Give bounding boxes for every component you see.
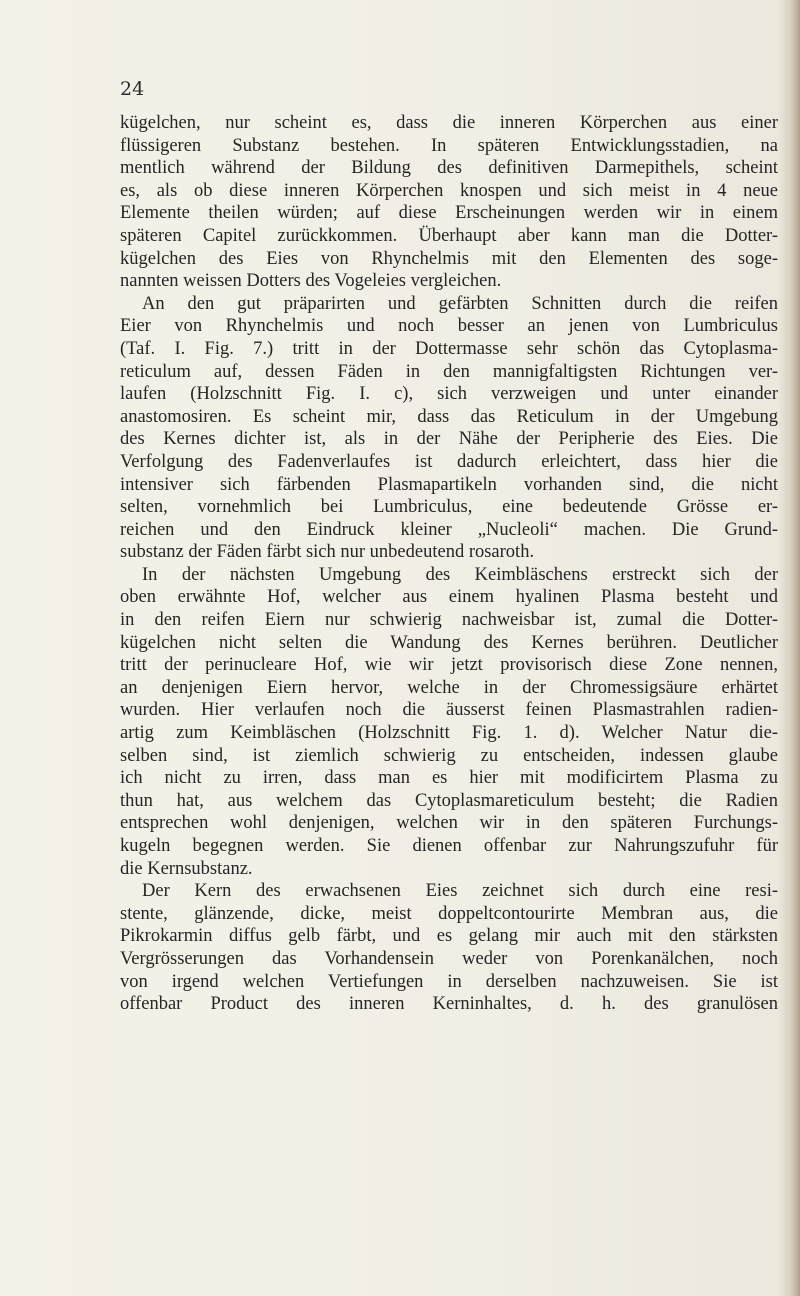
text-line: flüssigeren Substanz bestehen. In späteren Entwicklungsstadien, na [120,135,778,156]
text-line: kügelchen nicht selten die Wandung des Kernes berühren. Deutlicher [120,632,778,653]
text-line: An den gut präparirten und gefärbten Schnitten durch die reifen [142,293,778,314]
text-line: kügelchen, nur scheint es, dass die inneren Körperchen aus einer [120,113,778,133]
text-line: ich nicht zu irren, dass man es hier mit modificirtem Plasma zu [120,768,778,789]
text-line: anastomosiren. Es scheint mir, dass das Reticulum in der Umgebung [120,406,778,427]
text-line: späteren Capitel zurückkommen. Überhaupt aber kann man die Dotter- [120,225,778,246]
text-line: selben sind, ist ziemlich schwierig zu entscheiden, indessen glaube [120,745,778,766]
text-line: des Kernes dichter ist, als in der Nähe der Peripherie des Eies. Die [120,429,778,450]
text-line: nannten weissen Dotters des Vogeleies vergleichen. [120,271,502,292]
text-line: kügelchen des Eies von Rhynchelmis mit den Elementen des soge- [120,248,778,269]
text-line: artig zum Keimbläschen (Holzschnitt Fig. 1. d). Welcher Natur die- [120,723,778,744]
text-line: stente, glänzende, dicke, meist doppeltcontourirte Membran aus, die [120,903,778,924]
text-line: Verfolgung des Fadenverlaufes ist dadurch erleichtert, dass hier die [120,451,778,472]
text-line: in den reifen Eiern nur schwierig nachweisbar ist, zumal die Dotter- [120,610,778,631]
text-line: tritt der perinucleare Hof, wie wir jetzt provisorisch diese Zone nennen, [120,655,778,676]
text-line: substanz der Fäden färbt sich nur unbedeutend rosaroth. [120,542,535,563]
text-line: selten, vornehmlich bei Lumbriculus, eine bedeutende Grösse er- [120,497,778,518]
text-line: reticulum auf, dessen Fäden in den mannigfaltigsten Richtungen ver- [120,361,778,382]
text-line: Pikrokarmin diffus gelb färbt, und es gelang mir auch mit den stärksten [120,926,778,947]
text-line: Elemente theilen würden; auf diese Erscheinungen werden wir in einem [120,203,778,224]
text-line: reichen und den Eindruck kleiner „Nucleoli“ machen. Die Grund- [120,519,778,540]
text-line: es, als ob diese inneren Körperchen knospen und sich meist in 4 neue [120,180,778,201]
text-line: Vergrösserungen das Vorhandensein weder von Porenkanälchen, noch [120,948,778,969]
text-line: die Kernsubstanz. [120,858,253,879]
text-line: intensiver sich färbenden Plasmapartikeln vorhanden sind, die nicht [120,474,778,495]
text-line: thun hat, aus welchem das Cytoplasmareticulum besteht; die Radien [120,790,778,811]
text-line: offenbar Product des inneren Kerninhaltes, d. h. des granulösen [120,994,778,1015]
text-line: In der nächsten Umgebung des Keimbläschens erstreckt sich der [142,564,778,585]
text-line: (Taf. I. Fig. 7.) tritt in der Dottermasse sehr schön das Cytoplasma- [120,338,778,359]
text-line: mentlich während der Bildung des definitiven Darmepithels, scheint [120,158,778,179]
page-edge-shadow [778,0,800,1296]
body-text [120,112,778,1016]
page-number: 24 [120,78,145,100]
text-line: laufen (Holzschnitt Fig. I. c), sich verzweigen und unter einander [120,384,778,405]
text-line: entsprechen wohl denjenigen, welchen wir in den späteren Furchungs- [120,813,778,834]
text-line: Eier von Rhynchelmis und noch besser an jenen von Lumbriculus [120,316,778,337]
text-line: oben erwähnte Hof, welcher aus einem hyalinen Plasma besteht und [120,587,778,608]
text-line: Der Kern des erwachsenen Eies zeichnet sich durch eine resi- [142,881,778,902]
text-line: wurden. Hier verlaufen noch die äusserst feinen Plasmastrahlen radien- [120,700,778,721]
text-line: von irgend welchen Vertiefungen in derselben nachzuweisen. Sie ist [120,971,778,992]
text-line: an denjenigen Eiern hervor, welche in der Chromessigsäure erhärtet [120,677,778,698]
text-line: kugeln begegnen werden. Sie dienen offenbar zur Nahrungszufuhr für [120,836,778,856]
